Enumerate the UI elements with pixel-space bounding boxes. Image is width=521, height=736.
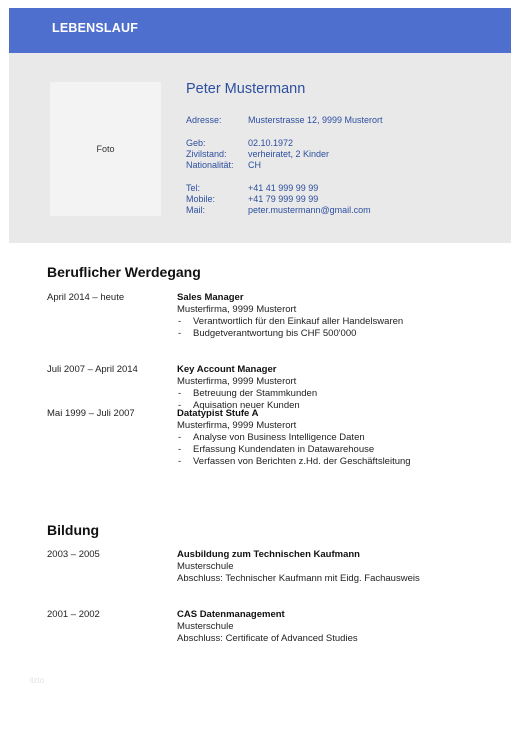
task-item: - Verfassen von Berichten z.Hd. der Geschäftsleitung [177, 456, 411, 468]
task-item: - Verantwortlich für den Einkauf aller Handelswaren [177, 316, 403, 328]
photo-label: Foto [96, 144, 115, 154]
phone-value[interactable]: +41 41 999 99 99 [248, 183, 319, 193]
address-label: Adresse: [186, 115, 222, 125]
education-details [177, 609, 358, 645]
school: Musterschule [177, 561, 234, 572]
task-item: - Betreuung der Stammkunden [177, 388, 317, 400]
education-details [177, 549, 420, 585]
photo-placeholder [50, 82, 161, 216]
career-date: April 2014 – heute [47, 292, 125, 303]
company: Musterfirma, 9999 Musterort [177, 304, 297, 315]
career-details [177, 364, 317, 412]
civil-status-value: verheiratet, 2 Kinder [248, 149, 330, 159]
birth-value: 02.10.1972 [248, 138, 294, 148]
task-list [177, 316, 403, 340]
task-item: - Budgetverantwortung bis CHF 500'000 [177, 328, 403, 340]
degree-title: CAS Datenmanagement [177, 609, 285, 620]
task-item: - Erfassung Kundendaten in Datawarehouse [177, 444, 411, 456]
mobile-value[interactable]: +41 79 999 99 99 [248, 194, 319, 204]
job-title: Key Account Manager [177, 364, 277, 375]
qualification: Abschluss: Technischer Kaufmann mit Eidg. Fachausweis [177, 573, 420, 584]
career-heading: Beruflicher Werdegang [47, 264, 201, 280]
mobile-label: Mobile: [186, 194, 216, 204]
career-date: Juli 2007 – April 2014 [47, 364, 138, 375]
task-item: - Analyse von Business Intelligence Daten [177, 432, 411, 444]
education-heading: Bildung [47, 522, 100, 538]
civil-status-label: Zivilstand: [186, 149, 227, 159]
career-details [177, 408, 411, 468]
address-value: Musterstrasse 12, 9999 Musterort [248, 115, 383, 125]
nationality-value: CH [248, 160, 261, 170]
education-date: 2001 – 2002 [47, 609, 100, 620]
mail-link[interactable]: peter.mustermann@gmail.com [248, 205, 371, 215]
watermark: lizto [30, 676, 45, 685]
task-item: - Aquisation neuer Kunden [177, 400, 317, 412]
education-date: 2003 – 2005 [47, 549, 100, 560]
nationality-label: Nationalität: [186, 160, 234, 170]
mail-label: Mail: [186, 205, 206, 215]
person-name: Peter Mustermann [186, 81, 306, 97]
company: Musterfirma, 9999 Musterort [177, 420, 297, 431]
company: Musterfirma, 9999 Musterort [177, 376, 297, 387]
task-list [177, 432, 411, 468]
qualification: Abschluss: Certificate of Advanced Studies [177, 633, 358, 644]
school: Musterschule [177, 621, 234, 632]
document-title: LEBENSLAUF [52, 21, 139, 35]
degree-title: Ausbildung zum Technischen Kaufmann [177, 549, 360, 560]
phone-label: Tel: [186, 183, 201, 193]
birth-label: Geb: [186, 138, 206, 148]
job-title: Sales Manager [177, 292, 244, 303]
career-date: Mai 1999 – Juli 2007 [47, 408, 135, 419]
personal-info-panel [9, 53, 511, 243]
career-details [177, 292, 403, 340]
title-bar [9, 8, 511, 53]
job-title: Datatypist Stufe A [177, 408, 259, 419]
